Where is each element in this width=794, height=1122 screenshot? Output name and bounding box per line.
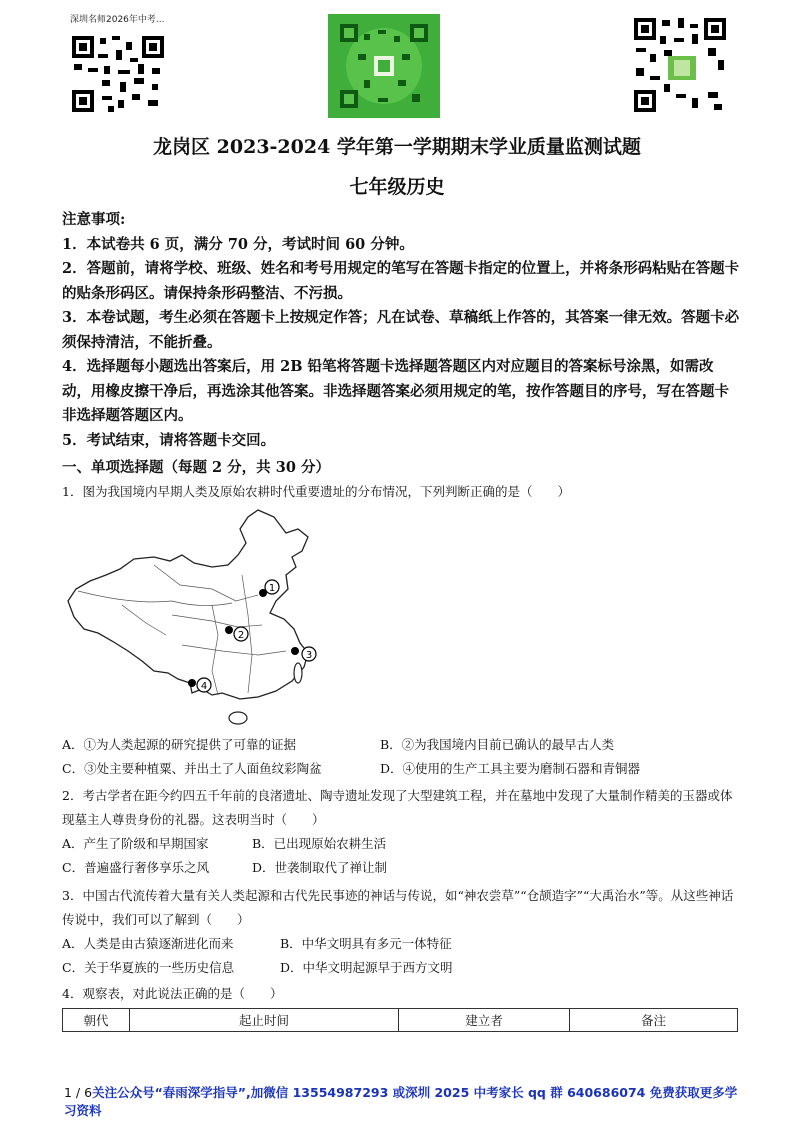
- notes-section: [62, 208, 742, 453]
- page-footer: [64, 1084, 744, 1120]
- option-d[interactable]: D．中华文明起源早于西方文明: [280, 960, 453, 975]
- option-c[interactable]: C．普遍盛行奢侈享乐之风: [62, 860, 210, 875]
- map-marker: 3: [305, 650, 313, 661]
- footer-promo: 关注公众号“春雨深学指导”,加微信 13554987293 或深圳 2025 中考家长 qq 群 640686074 免费获取更多学习资料: [64, 1085, 738, 1118]
- page-number: 1 / 6: [64, 1085, 93, 1100]
- table-header: 建立者: [399, 1009, 570, 1032]
- qr-caption: 深圳名师2026年中考...: [70, 15, 165, 25]
- note-item: 5．考试结束，请将答题卡交回。: [62, 431, 276, 449]
- option-c[interactable]: C．关于华夏族的一些历史信息: [62, 960, 235, 975]
- exam-subtitle: 七年级历史: [349, 176, 445, 198]
- table-header: 备注: [570, 1009, 738, 1032]
- option-d[interactable]: D．④使用的生产工具主要为磨制石器和青铜器: [380, 761, 641, 776]
- option-b[interactable]: B．已出现原始农耕生活: [252, 836, 387, 851]
- option-d[interactable]: D．世袭制取代了禅让制: [252, 860, 388, 875]
- section-title: 一、单项选择题（每题 2 分，共 30 分）: [62, 459, 330, 476]
- question-stem: 3．中国古代流传着大量有关人类起源和古代先民事迹的神话与传说，如“神农尝草”“仓颉造字”“大禹治水”等。从这些神话传说中，我们可以了解到（ ）: [62, 888, 734, 927]
- option-b[interactable]: B．②为我国境内目前已确认的最早古人类: [380, 737, 615, 752]
- question-1: [62, 480, 742, 504]
- qr-code-right: [630, 14, 730, 116]
- option-a[interactable]: A．产生了阶级和早期国家: [62, 836, 209, 851]
- question-1-options: [62, 733, 742, 781]
- table-header: 朝代: [63, 1009, 130, 1032]
- qr-code-left: [68, 14, 168, 116]
- map-marker: 4: [200, 681, 208, 692]
- map-marker: 1: [268, 583, 276, 594]
- map-marker: 2: [237, 630, 245, 641]
- question-2: [62, 784, 742, 880]
- option-a[interactable]: A．①为人类起源的研究提供了可靠的证据: [62, 737, 297, 752]
- question-3: [62, 884, 742, 980]
- question-stem: 2．考古学者在距今约四五千年前的良渚遗址、陶寺遗址发现了大型建筑工程，并在墓地中发现了大量制作精美的玉器或体现墓主人尊贵身份的礼器。这表明当时（ ）: [62, 788, 733, 827]
- option-b[interactable]: B．中华文明具有多元一体特征: [280, 936, 452, 951]
- note-item: 2．答题前，请将学校、班级、姓名和考号用规定的笔写在答题卡指定的位置上，并将条形码粘贴在答题卡的贴条形码区。请保持条形码整洁、不污损。: [62, 260, 740, 302]
- note-item: 4．选择题每小题选出答案后，用 2B 铅笔将答题卡选择题答题区内对应题目的答案标号涂黑，如需改动，用橡皮擦干净后，再选涂其他答案。非选择题答案必须用规定的笔，按作答题目的序号，写在答题卡非选择题答题区内。: [62, 358, 729, 424]
- qr-code-center: [328, 14, 440, 118]
- note-item: 3．本卷试题，考生必须在答题卡上按规定作答；凡在试卷、草稿纸上作答的，其答案一律无效。答题卡必须保持清洁，不能折叠。: [62, 309, 740, 351]
- option-c[interactable]: C．③处主要种植粟、并出土了人面鱼纹彩陶盆: [62, 761, 322, 776]
- table-header: 起止时间: [130, 1009, 399, 1032]
- option-a[interactable]: A．人类是由古猿逐渐进化而来: [62, 936, 234, 951]
- question-stem: 4．观察表，对此说法正确的是（ ）: [62, 986, 283, 1001]
- china-map: [62, 505, 352, 730]
- notes-heading: 注意事项:: [62, 211, 126, 228]
- table-header-row: [63, 1009, 738, 1032]
- note-item: 1．本试卷共 6 页，满分 70 分，考试时间 60 分钟。: [62, 235, 414, 253]
- question-4: [62, 982, 742, 1006]
- exam-title: 龙岗区 2023-2024 学年第一学期期末学业质量监测试题: [153, 136, 641, 158]
- question-stem: 1．图为我国境内早期人类及原始农耕时代重要遗址的分布情况，下列判断正确的是（ ）: [62, 484, 570, 499]
- dynasty-table: [62, 1008, 738, 1032]
